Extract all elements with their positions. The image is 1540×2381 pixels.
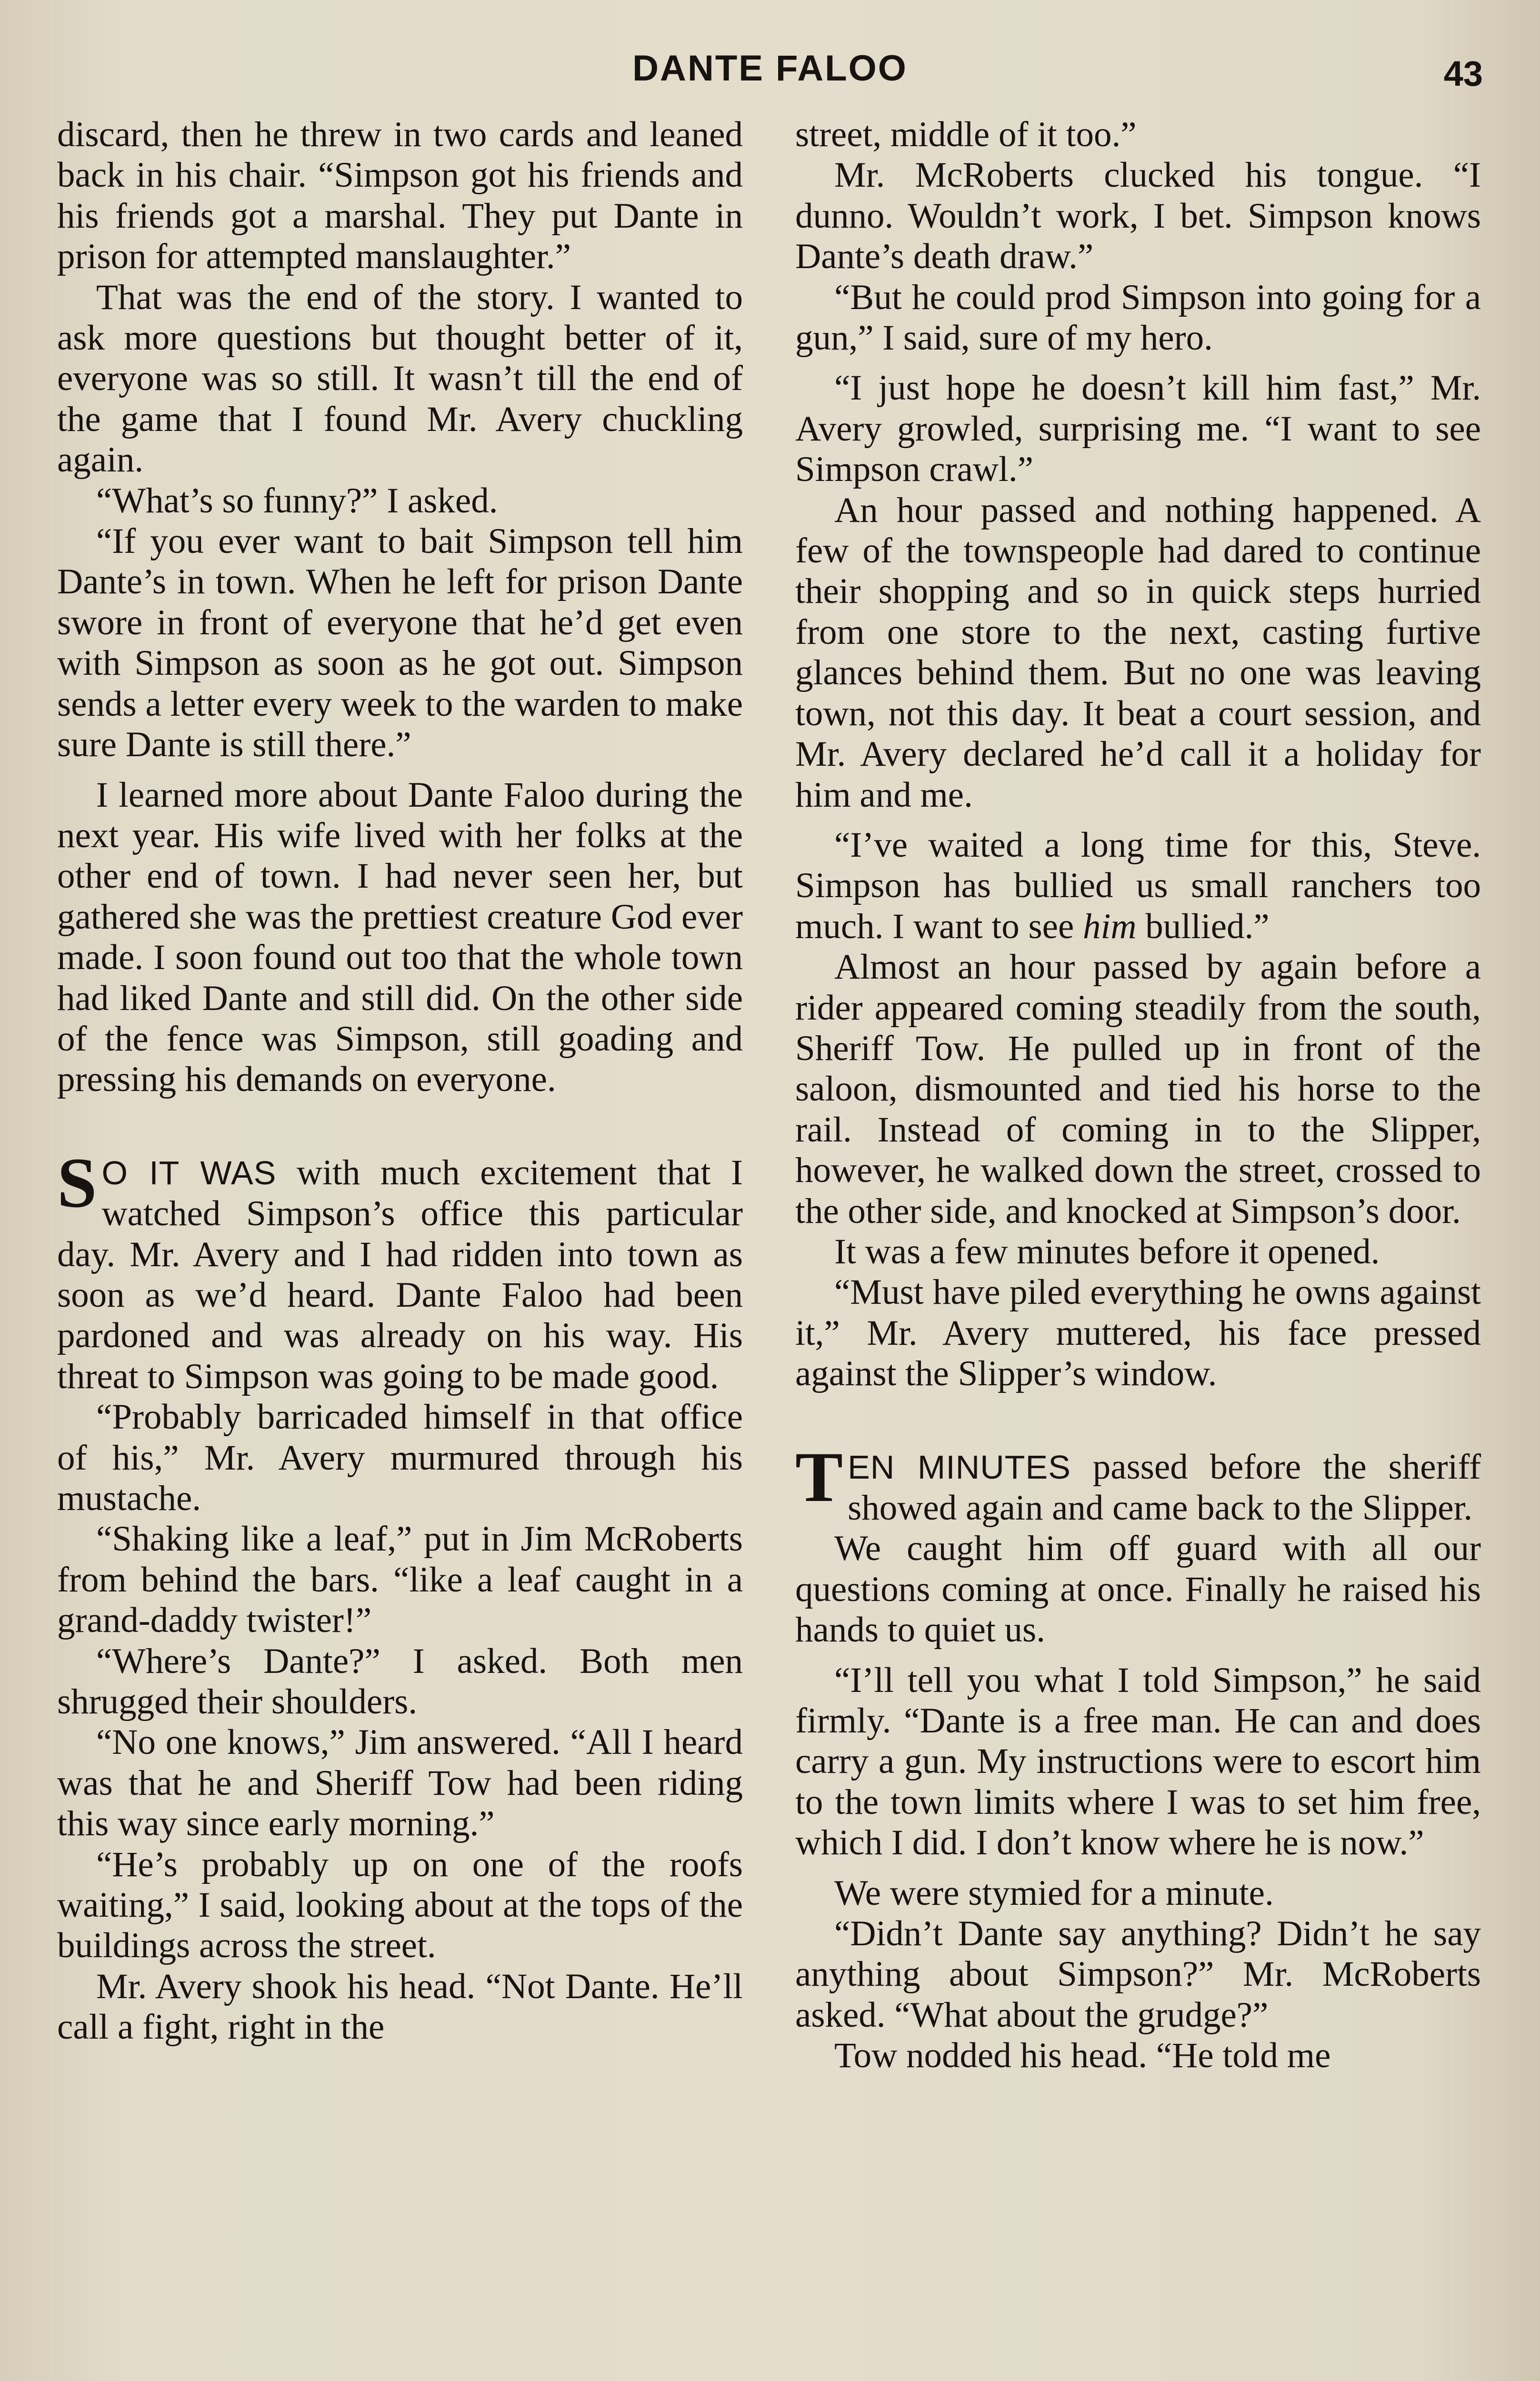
section-opening-paragraph [57,1143,743,1397]
paragraph: “If you ever want to bait Simpson tell him Dante’s in town. When he left for prison Dante swore in front of everyone that he’d get even with Simpson as soon as he got out. Simpson sends a letter every week to the warden to make sure Dante is still there.” [57,521,743,765]
emphasized-word: him [1083,906,1137,946]
section-lead-in: O IT WAS [101,1154,277,1191]
paragraph: “Where’s Dante?” I asked. Both men shrugged their shoulders. [57,1641,743,1722]
section-text: with much excitement that I watched Simpson’s office this particular day. Mr. Avery and I had ridden into town as soon as we’d heard. Dante Faloo had been pardoned and was already on his way. His threat to Simpson was going to be made good. [57,1152,743,1396]
paragraph: An hour passed and nothing happened. A few of the townspeople had dared to continue their shopping and so in quick steps hurried from one store to the next, casting furtive glances behind them. But no one was leaving town, not this day. It beat a court session, and Mr. Avery declared he’d call it a holiday for him and me. [795,490,1481,815]
running-header-title: DANTE FALOO [632,48,908,89]
paragraph: We caught him off guard with all our questions coming at once. Finally he raised his hands to quiet us. [795,1529,1481,1650]
paragraph: “Probably barricaded himself in that office of his,” Mr. Avery murmured through his mustache. [57,1397,743,1518]
page-number: 43 [1443,54,1483,93]
paragraph: I learned more about Dante Faloo during the next year. His wife lived with her folks at the other end of town. I had never seen her, but gathered she was the prettiest creature God ever made. I soon found out too that the whole town had liked Dante and still did. On the other side of the fence was Simpson, still goading and pressing his demands on everyone. [57,775,743,1100]
paragraph: Mr. McRoberts clucked his tongue. “I dunno. Wouldn’t work, I bet. Simpson knows Dante’s death draw.” [795,155,1481,277]
paragraph: “He’s probably up on one of the roofs waiting,” I said, looking about at the tops of the buildings across the street. [57,1844,743,1966]
drop-cap: T [795,1437,843,1517]
paragraph-text: bullied.” [1136,906,1270,946]
paragraph: Mr. Avery shook his head. “Not Dante. He’ll call a fight, right in the [57,1966,743,2047]
paragraph: Tow nodded his head. “He told me [834,2036,1331,2076]
paragraph: “Shaking like a leaf,” put in Jim McRoberts from behind the bars. “like a leaf caught in a grand-daddy twister!” [57,1519,743,1641]
paragraph: discard, then he threw in two cards and leaned back in his chair. “Simpson got his friends and his friends got a marshal. They put Dante in prison for attempted manslaughter.” [57,115,743,277]
paragraph: “No one knows,” Jim answered. “All I heard was that he and Sheriff Tow had been riding this way since early morning.” [57,1722,743,1844]
paragraph: “Didn’t Dante say anything? Didn’t he say anything about Simpson?” Mr. McRoberts asked. “What about the grudge?” [795,1914,1481,2035]
section-opening-paragraph [795,1437,1481,1529]
paragraph: “But he could prod Simpson into going for a gun,” I said, sure of my hero. [795,277,1481,358]
paragraph: “Must have piled everything he owns against it,” Mr. Avery muttered, his face pressed against the Slipper’s window. [795,1272,1481,1394]
paragraph: We were stymied for a minute. [834,1873,1274,1913]
paragraph: Almost an hour passed by again before a rider appeared coming steadily from the south, Sheriff Tow. He pulled up in front of the saloon, dismounted and tied his horse to the rail. Instead of coming in to the Slipper, however, he walked down the street, crossed to the other side, and knocked at Simpson’s door. [795,947,1481,1231]
paragraph [795,825,1481,947]
drop-cap: S [57,1143,97,1222]
left-column [57,114,743,2048]
paragraph: “I’ll tell you what I told Simpson,” he said firmly. “Dante is a free man. He can and does carry a gun. My instructions were to escort him to the town limits where I was to set him free, which I did. I don’t know where he is now.” [795,1660,1481,1863]
right-column [795,114,1481,2076]
paragraph: “I just hope he doesn’t kill him fast,” Mr. Avery growled, surprising me. “I want to see Simpson crawl.” [795,368,1481,490]
section-lead-in: EN MINUTES [848,1448,1071,1486]
paragraph: “What’s so funny?” I asked. [96,480,498,520]
paragraph-text: “I’ve waited a long time for this, Steve. Simpson has bullied us small ranchers too much. I want to see [795,825,1481,946]
paragraph: street, middle of it too.” [795,115,1137,154]
paragraph: It was a few minutes before it opened. [834,1231,1380,1271]
section-text: passed before the sheriff showed again and came back to the Slipper. [848,1447,1481,1528]
paragraph: That was the end of the story. I wanted to ask more questions but thought better of it, everyone was so still. It wasn’t till the end of the game that I found Mr. Avery chuckling again. [57,277,743,480]
